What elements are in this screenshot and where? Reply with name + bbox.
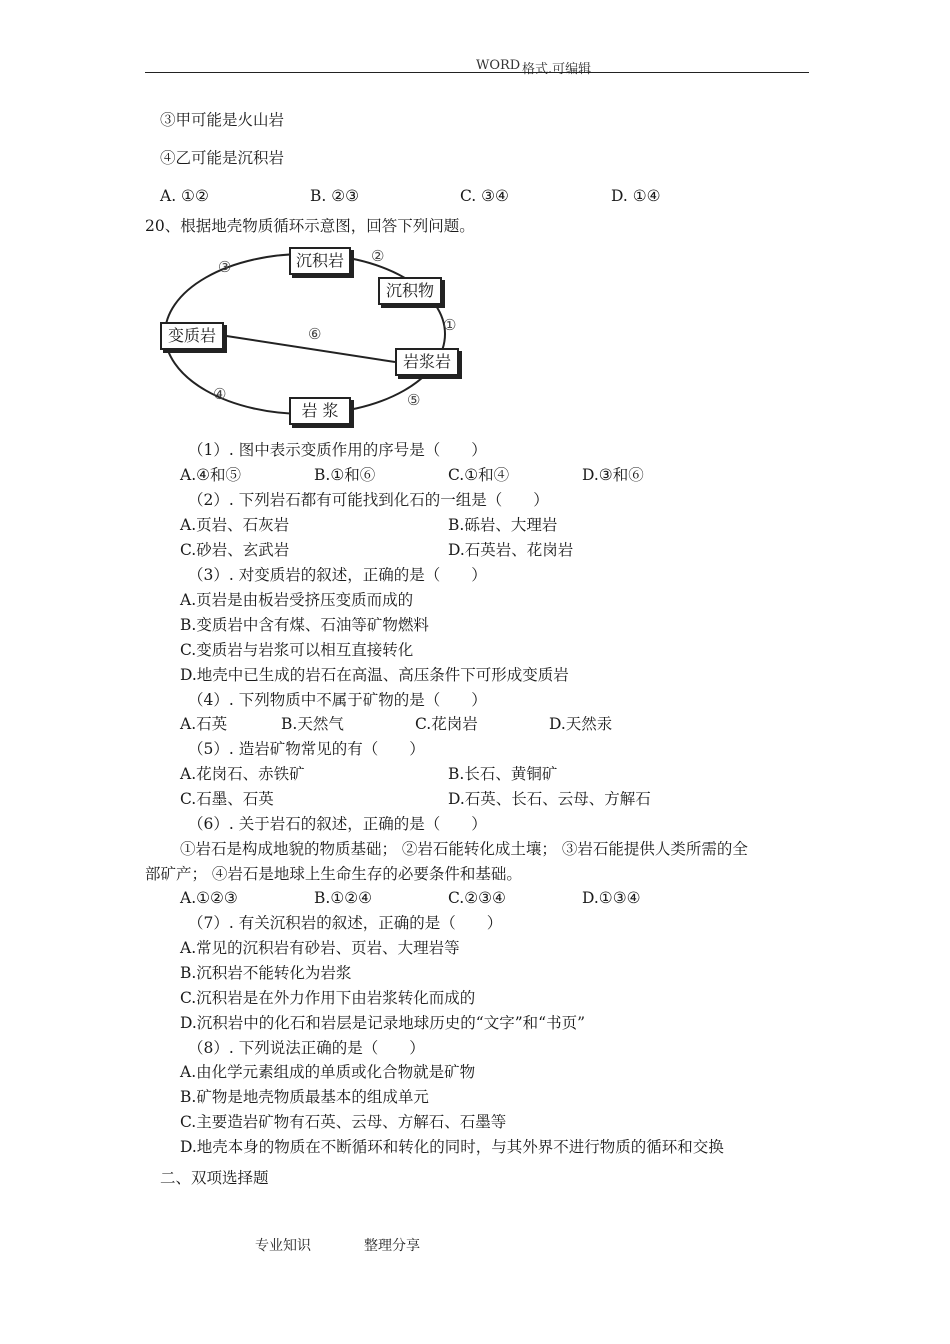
subq-3-option-c: C.变质岩与岩浆可以相互直接转化 — [180, 641, 414, 659]
subq-7-option-d: D.沉积岩中的化石和岩层是记录地球历史的“文字”和“书页” — [180, 1014, 585, 1032]
footer-right: 整理分享 — [364, 1238, 420, 1254]
subq-2: （2）. 下列岩石都有可能找到化石的一组是（ ） — [188, 491, 549, 509]
label-circle-5: ⑤ — [407, 391, 421, 409]
footer-left: 专业知识 — [255, 1238, 311, 1254]
section-2-title: 二、双项选择题 — [160, 1169, 269, 1187]
subq-2-option-a: A.页岩、石灰岩 — [180, 516, 290, 534]
statement-4: ④乙可能是沉积岩 — [160, 149, 285, 167]
header-word: WORD — [476, 58, 521, 73]
subq-6: （6）. 关于岩石的叙述，正确的是（ ） — [188, 815, 487, 833]
box-magma: 岩 浆 — [289, 397, 351, 425]
subq-1-option-d: D.③和⑥ — [582, 466, 644, 484]
subq-5-option-c: C.石墨、石英 — [180, 790, 274, 808]
prev-option-b: B. ②③ — [310, 187, 360, 205]
subq-3-option-a: A.页岩是由板岩受挤压变质而成的 — [180, 591, 414, 609]
subq-7-option-c: C.沉积岩是在外力作用下由岩浆转化而成的 — [180, 989, 476, 1007]
subq-5: （5）. 造岩矿物常见的有（ ） — [188, 740, 425, 758]
box-metamorphic-rock: 变质岩 — [160, 322, 224, 350]
subq-6-option-a: A.①②③ — [180, 889, 238, 907]
subq-4-option-b: B.天然气 — [281, 715, 344, 733]
subq-6-option-c: C.②③④ — [448, 889, 506, 907]
subq-2-option-b: B.砾岩、大理岩 — [448, 516, 558, 534]
subq-4: （4）. 下列物质中不属于矿物的是（ ） — [188, 691, 487, 709]
subq-1-option-b: B.①和⑥ — [314, 466, 376, 484]
box-igneous-rock: 岩浆岩 — [395, 348, 459, 376]
subq-6-option-d: D.①③④ — [582, 889, 641, 907]
subq-8-option-b: B.矿物是地壳物质最基本的组成单元 — [180, 1088, 429, 1106]
subq-8-option-c: C.主要造岩矿物有石英、云母、方解石、石墨等 — [180, 1113, 507, 1131]
subq-5-option-b: B.长石、黄铜矿 — [448, 765, 558, 783]
subq-8-option-d: D.地壳本身的物质在不断循环和转化的同时，与其外界不进行物质的循环和交换 — [180, 1138, 724, 1156]
subq-1: （1）. 图中表示变质作用的序号是（ ） — [188, 441, 487, 459]
subq-6-statement-line-1: ①岩石是构成地貌的物质基础； ②岩石能转化成土壤； ③岩石能提供人类所需的全 — [180, 840, 748, 858]
subq-7-option-b: B.沉积岩不能转化为岩浆 — [180, 964, 352, 982]
subq-5-option-a: A.花岗石、赤铁矿 — [180, 765, 305, 783]
prev-option-d: D. ①④ — [611, 187, 661, 205]
rock-cycle-diagram — [155, 242, 475, 432]
subq-3-option-b: B.变质岩中含有煤、石油等矿物燃料 — [180, 616, 429, 634]
label-circle-1: ① — [443, 316, 457, 334]
subq-1-option-c: C.①和④ — [448, 466, 510, 484]
subq-4-option-c: C.花岗岩 — [415, 715, 478, 733]
subq-4-option-a: A.石英 — [180, 715, 228, 733]
prev-option-a: A. ①② — [160, 187, 209, 205]
label-circle-4: ④ — [213, 385, 227, 403]
subq-3: （3）. 对变质岩的叙述，正确的是（ ） — [188, 566, 487, 584]
question-20-title: 20、根据地壳物质循环示意图，回答下列问题。 — [145, 217, 475, 235]
subq-6-option-b: B.①②④ — [314, 889, 373, 907]
subq-3-option-d: D.地壳中已生成的岩石在高温、高压条件下可形成变质岩 — [180, 666, 569, 684]
subq-2-option-c: C.砂岩、玄武岩 — [180, 541, 290, 559]
subq-5-option-d: D.石英、长石、云母、方解石 — [448, 790, 651, 808]
prev-option-c: C. ③④ — [460, 187, 509, 205]
subq-4-option-d: D.天然汞 — [549, 715, 613, 733]
header-rule — [145, 72, 809, 73]
subq-1-option-a: A.④和⑤ — [180, 466, 242, 484]
subq-7: （7）. 有关沉积岩的叙述，正确的是（ ） — [188, 914, 503, 932]
subq-2-option-d: D.石英岩、花岗岩 — [448, 541, 574, 559]
box-sedimentary-rock: 沉积岩 — [289, 247, 351, 275]
subq-8-option-a: A.由化学元素组成的单质或化合物就是矿物 — [180, 1063, 476, 1081]
statement-3: ③甲可能是火山岩 — [160, 111, 285, 129]
box-sediment: 沉积物 — [378, 277, 442, 305]
label-circle-3: ③ — [218, 258, 232, 276]
header-format: 格式.可编辑 — [522, 62, 592, 77]
subq-7-option-a: A.常见的沉积岩有砂岩、页岩、大理岩等 — [180, 939, 460, 957]
subq-8: （8）. 下列说法正确的是（ ） — [188, 1039, 425, 1057]
label-circle-6: ⑥ — [308, 325, 322, 343]
label-circle-2: ② — [371, 247, 385, 265]
subq-6-statement-line-2: 部矿产； ④岩石是地球上生命生存的必要条件和基础。 — [145, 865, 522, 883]
